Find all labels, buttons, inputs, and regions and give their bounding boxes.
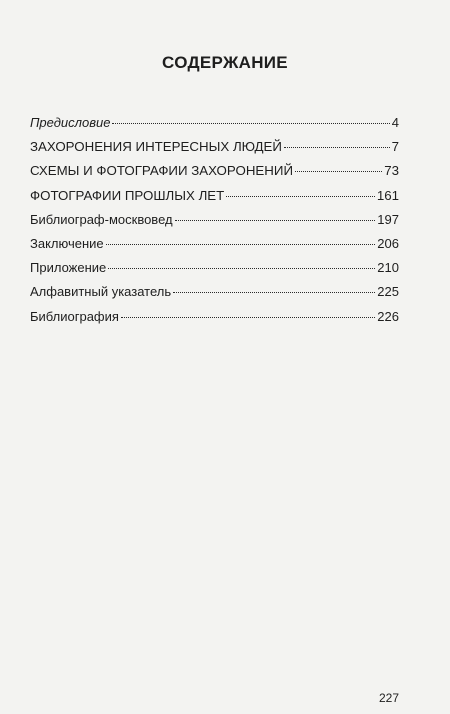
toc-entry-burials[interactable] — [30, 139, 399, 163]
toc-entry-label: Приложение — [30, 260, 107, 276]
toc-entry-page: 161 — [376, 187, 399, 203]
toc-entry-page: 206 — [377, 235, 399, 251]
dot-leader — [284, 147, 390, 148]
toc-entry-label: Заключение — [30, 235, 104, 251]
toc-entry-bibliographer[interactable] — [30, 212, 399, 236]
toc-entry-page: 210 — [377, 260, 399, 276]
toc-entry-label: Алфавитный указатель — [30, 284, 172, 300]
toc-entry-old-photos[interactable] — [30, 188, 399, 212]
dot-leader — [226, 196, 375, 197]
toc-entry-page: 197 — [377, 211, 399, 227]
dot-leader — [295, 171, 382, 172]
toc-entry-label: Предисловие — [30, 115, 111, 130]
dot-leader — [106, 244, 376, 245]
toc-entry-label: ФОТОГРАФИИ ПРОШЛЫХ ЛЕТ — [30, 187, 225, 203]
toc-entry-appendix[interactable] — [30, 260, 399, 284]
toc-entry-page: 225 — [377, 284, 399, 300]
page-title: СОДЕРЖАНИЕ — [162, 53, 288, 72]
dot-leader — [112, 123, 389, 124]
toc-entry-conclusion[interactable] — [30, 236, 399, 260]
dot-leader — [121, 317, 375, 318]
toc-entry-bibliography[interactable] — [30, 309, 399, 333]
dot-leader — [108, 268, 375, 269]
toc-entry-label: ЗАХОРОНЕНИЯ ИНТЕРЕСНЫХ ЛЮДЕЙ — [30, 139, 282, 155]
toc-entry-page: 73 — [384, 163, 399, 179]
table-of-contents — [30, 115, 399, 333]
toc-entry-label: СХЕМЫ И ФОТОГРАФИИ ЗАХОРОНЕНИЙ — [30, 163, 294, 179]
toc-entry-page: 226 — [377, 308, 399, 324]
toc-entry-preface[interactable] — [30, 115, 399, 139]
toc-entry-index[interactable] — [30, 284, 399, 308]
toc-entry-label: Библиограф-москвовед — [30, 211, 173, 227]
page-number: 227 — [378, 691, 399, 705]
toc-entry-label: Библиография — [30, 308, 119, 324]
toc-entry-page: 7 — [391, 139, 399, 155]
dot-leader — [173, 292, 375, 293]
dot-leader — [175, 220, 376, 221]
toc-entry-page: 4 — [391, 115, 399, 130]
toc-entry-schemes-photos[interactable] — [30, 163, 399, 187]
